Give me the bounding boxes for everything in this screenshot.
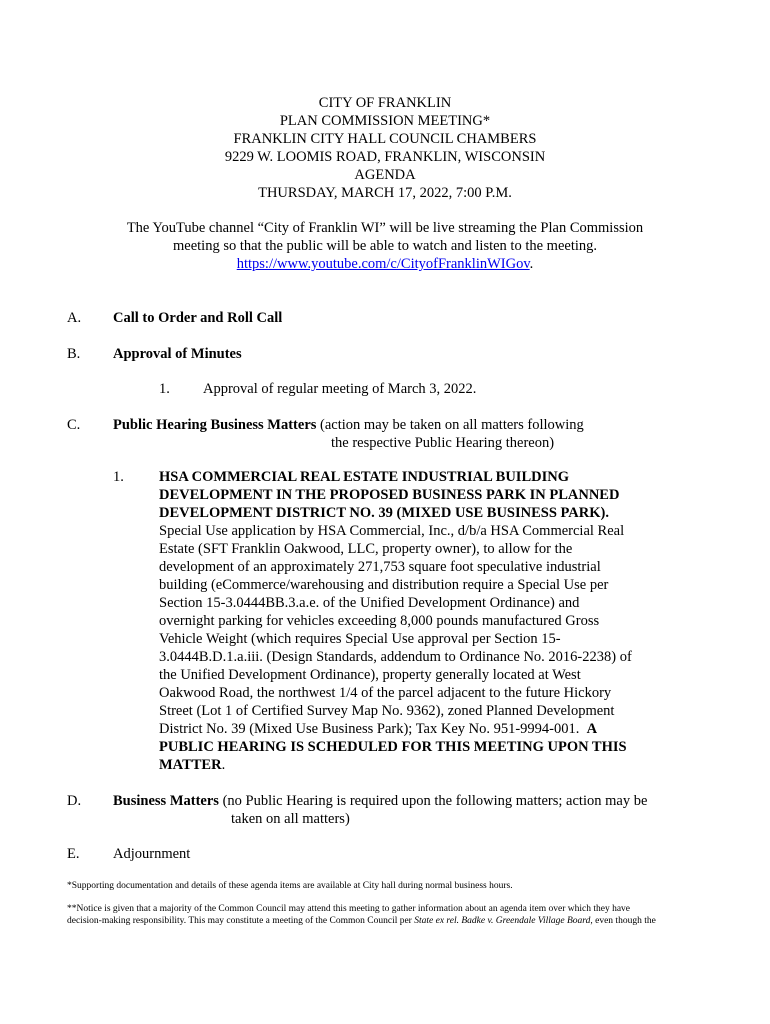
footnote-1 bbox=[67, 880, 707, 892]
section-d-title: Business Matters bbox=[113, 793, 219, 809]
item-body-line: overnight parking for vehicles exceeding 8,000 pounds manufactured Gross bbox=[159, 613, 600, 629]
link-suffix: . bbox=[529, 256, 534, 272]
section-a-title: Call to Order and Roll Call bbox=[113, 310, 283, 326]
footnote-1-text: *Supporting documentation and details of these agenda items are available at City hall during normal business hours. bbox=[67, 881, 513, 891]
livestream-line-1: The YouTube channel “City of Franklin WI” will be live streaming the Plan Commission bbox=[126, 220, 644, 236]
section-d-letter: D. bbox=[67, 793, 82, 809]
section-c-title-line bbox=[113, 416, 584, 434]
section-d-note-1: (no Public Hearing is required upon the following matters; action may be bbox=[222, 793, 648, 809]
meeting-date: THURSDAY, MARCH 17, 2022, 7:00 P.M. bbox=[258, 185, 512, 201]
section-c-title: Public Hearing Business Matters bbox=[113, 417, 317, 433]
item-body-last: District No. 39 (Mixed Use Business Park); Tax Key No. 951-9994-001. bbox=[159, 721, 580, 737]
item-body-last-line bbox=[159, 720, 659, 738]
item-body-line: building (eCommerce/warehousing and distribution require a Special Use per bbox=[159, 577, 609, 593]
hearing-notice-start: A bbox=[586, 721, 598, 737]
case-citation: State ex rel. Badke v. Greendale Village Board bbox=[414, 916, 591, 926]
section-c-item-number: 1. bbox=[113, 469, 124, 485]
footnote-2-line-2 bbox=[67, 915, 707, 927]
youtube-link[interactable]: https://www.youtube.com/c/CityofFranklinWIGov bbox=[236, 256, 530, 272]
section-c-note-1: (action may be taken on all matters following bbox=[320, 417, 584, 433]
meeting-address: 9229 W. LOOMIS ROAD, FRANKLIN, WISCONSIN bbox=[224, 149, 546, 165]
section-a-letter: A. bbox=[67, 310, 82, 326]
hearing-notice-end: . bbox=[221, 757, 226, 773]
item-body-line: Street (Lot 1 of Certified Survey Map No. 9362), zoned Planned Development bbox=[159, 703, 615, 719]
section-c-letter: C. bbox=[67, 417, 81, 433]
section-e-title: Adjournment bbox=[113, 846, 191, 862]
footnote-2 bbox=[67, 903, 707, 927]
item-body-line: 3.0444B.D.1.a.iii. (Design Standards, addendum to Ordinance No. 2016-2238) of bbox=[159, 649, 632, 665]
item-body-line: Oakwood Road, the northwest 1/4 of the parcel adjacent to the future Hickory bbox=[159, 685, 612, 701]
livestream-line-2: meeting so that the public will be able to watch and listen to the meeting. bbox=[172, 238, 598, 254]
item-body-line: Vehicle Weight (which requires Special Use approval per Section 15- bbox=[159, 631, 561, 647]
item-body-line: Section 15-3.0444BB.3.a.e. of the Unified Development Ordinance) and bbox=[159, 595, 580, 611]
item-heading-line: DEVELOPMENT DISTRICT NO. 39 (MIXED USE BUSINESS PARK). bbox=[159, 505, 609, 521]
section-b-item-number: 1. bbox=[159, 381, 170, 397]
section-d-note-2: taken on all matters) bbox=[231, 811, 350, 827]
section-b-letter: B. bbox=[67, 346, 81, 362]
document-type: AGENDA bbox=[354, 167, 416, 183]
livestream-link-line bbox=[95, 255, 675, 273]
item-heading-line: DEVELOPMENT IN THE PROPOSED BUSINESS PARK IN PLANNED bbox=[159, 487, 620, 503]
hearing-notice-line-3: MATTER bbox=[159, 757, 222, 773]
city-name: CITY OF FRANKLIN bbox=[318, 95, 452, 111]
section-d-title-line bbox=[113, 792, 647, 810]
footnote-2-line-2-start: decision-making responsibility. This may constitute a meeting of the Common Council per bbox=[67, 916, 415, 926]
section-c-item bbox=[159, 468, 659, 774]
footnote-2-line-2-end: , even though the bbox=[590, 916, 656, 926]
section-b-title: Approval of Minutes bbox=[113, 346, 242, 362]
agenda-header bbox=[0, 94, 770, 202]
section-c-note-2: the respective Public Hearing thereon) bbox=[331, 435, 555, 451]
meeting-location: FRANKLIN CITY HALL COUNCIL CHAMBERS bbox=[233, 131, 537, 147]
livestream-notice bbox=[95, 219, 675, 273]
hearing-notice-line-3-wrap bbox=[159, 756, 659, 774]
item-body-line: Special Use application by HSA Commercial, Inc., d/b/a HSA Commercial Real bbox=[159, 523, 625, 539]
item-heading-line: HSA COMMERCIAL REAL ESTATE INDUSTRIAL BUILDING bbox=[159, 469, 569, 485]
section-b-item-text: Approval of regular meeting of March 3, 2022. bbox=[203, 381, 477, 397]
item-body-line: the Unified Development Ordinance), property generally located at West bbox=[159, 667, 581, 683]
item-body-line: Estate (SFT Franklin Oakwood, LLC, property owner), to allow for the bbox=[159, 541, 573, 557]
section-e-letter: E. bbox=[67, 846, 80, 862]
footnote-2-line-1: **Notice is given that a majority of the Common Council may attend this meeting to gather information about an agenda item over which they have bbox=[67, 904, 630, 914]
item-body-line: development of an approximately 271,753 square foot speculative industrial bbox=[159, 559, 601, 575]
meeting-name: PLAN COMMISSION MEETING* bbox=[279, 113, 491, 129]
hearing-notice-line-2: PUBLIC HEARING IS SCHEDULED FOR THIS MEETING UPON THIS bbox=[159, 739, 627, 755]
